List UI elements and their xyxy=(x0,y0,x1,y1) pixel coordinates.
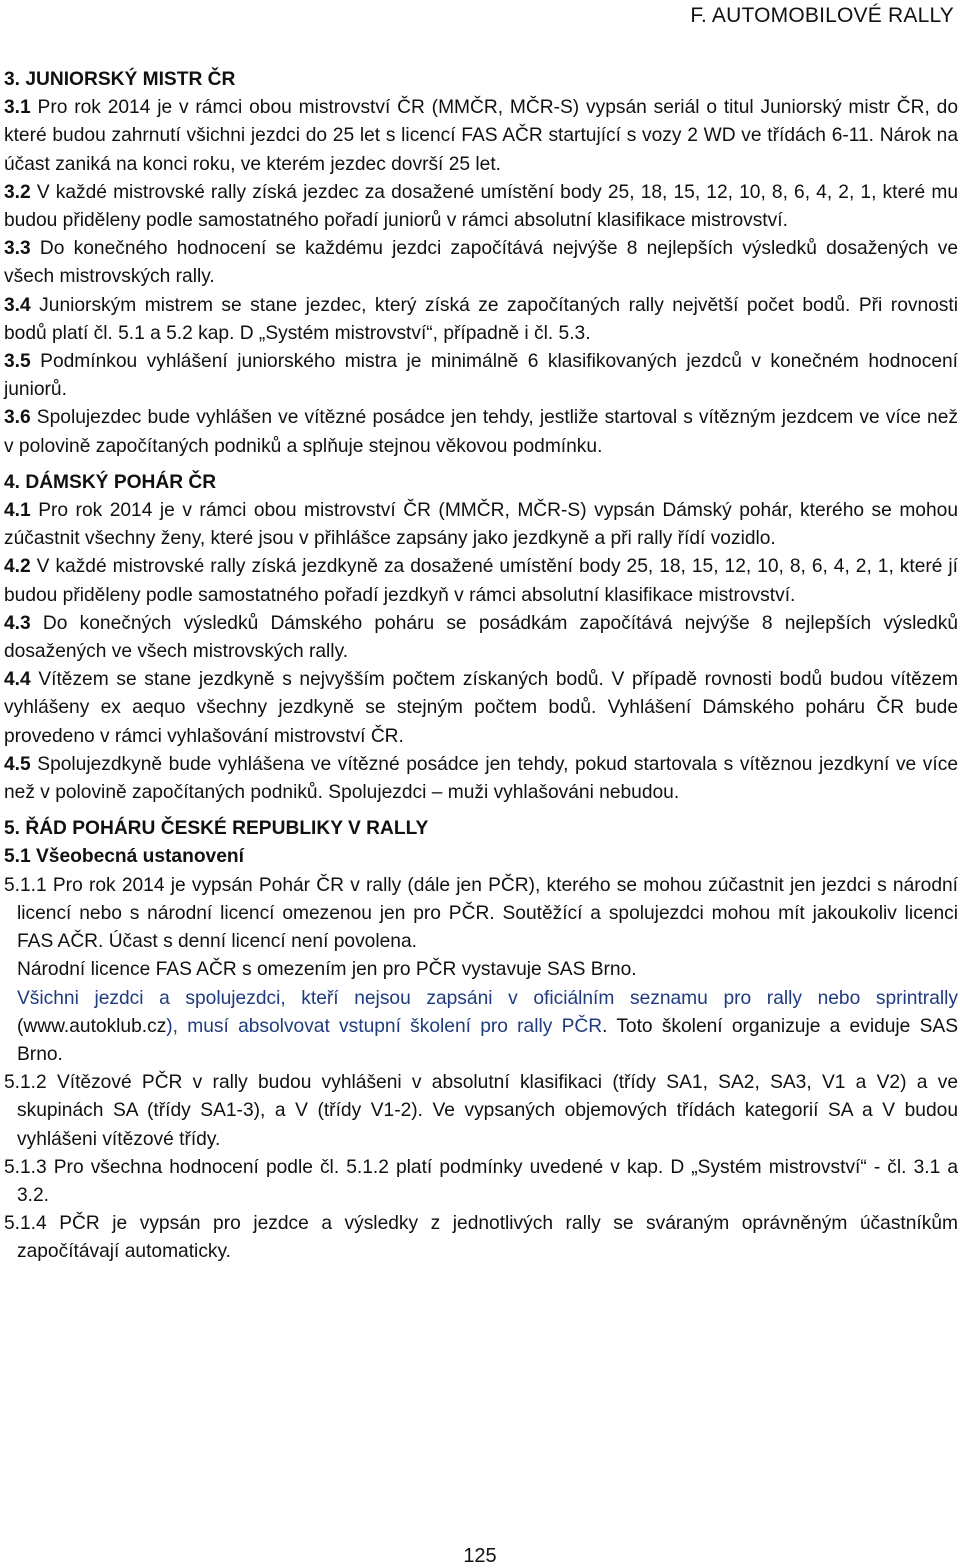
section-5-heading: 5. ŘÁD POHÁRU ČESKÉ REPUBLIKY V RALLY xyxy=(4,818,429,840)
paragraph-5-1-1: 5.1.1 Pro rok 2014 je vypsán Pohár ČR v rally (dále jen PČR), kterého se mohou zúčastnit jen jezdci s národní licencí nebo s národní licencí omezenou jen pro PČR. Soutěžící a spolujezdci mohou mít jakoukoliv licenci FAS AČR. Účast s denní licencí není povolena. xyxy=(4,874,958,953)
paragraph-number: 3.3 xyxy=(4,238,31,260)
section-3-heading: 3. JUNIORSKÝ MISTR ČR xyxy=(4,69,236,90)
paragraph-text: Spolujezdec bude vyhlášen ve vítězné posádce jen tehdy, jestliže startoval s vítězným jezdcem ve více než v polovině započítaných podniků a splňuje stejnou věkovou podmínku. xyxy=(4,407,958,457)
subsection-5-1-heading: 5.1 Všeobecná ustanovení xyxy=(4,846,244,868)
paragraph-3-6 xyxy=(4,404,958,460)
paragraph-5-1-1-licence: Národní licence FAS AČR s omezením jen pro PČR vystavuje SAS Brno. xyxy=(17,959,637,981)
paragraph-number: 3.1 xyxy=(4,97,31,119)
paragraph-text: Pro rok 2014 je v rámci obou mistrovství ČR (MMČR, MČR-S) vypsán Dámský pohár, kterého se mohou zúčastnit všechny ženy, které jsou v přihlášce zapsány jako jezdkyně a při rally řídí vozidlo. xyxy=(4,500,958,550)
paragraph-text: Pro rok 2014 je v rámci obou mistrovství ČR (MMČR, MČR-S) vypsán seriál o titul Juniorský mistr ČR, do které budou zahrnutí všichni jezdci do 25 let s licencí FAS AČR startující s vozy 2 WD ve třídách 6-11. Nárok na účast zaniká na konci roku, ve kterém jezdec dovrší 25 let. xyxy=(4,97,958,175)
paragraph-number: 4.3 xyxy=(4,612,31,634)
paragraph-number: 3.2 xyxy=(4,181,31,203)
paragraph-4-2 xyxy=(4,553,958,609)
paragraph-5-1-3: 5.1.3 Pro všechna hodnocení podle čl. 5.1.2 platí podmínky uvedené v kap. D „Systém mistrovství“ - čl. 3.1 a 3.2. xyxy=(4,1156,958,1206)
training-text-end: . Toto školení organizuje a eviduje SAS Brno. xyxy=(17,1015,958,1065)
paragraph-number: 4.4 xyxy=(4,669,31,691)
paragraph-number: 4.2 xyxy=(4,556,31,578)
paragraph-5-1-2: 5.1.2 Vítězové PČR v rally budou vyhlášeni v absolutní klasifikaci (třídy SA1, SA2, SA3, V1 a V2) a ve skupinách SA (třídy SA1-3), a V (třídy V1-2). Ve vypsaných objemových třídách kategorií SA a V budou vyhlášeni vítězové třídy. xyxy=(4,1072,958,1150)
paragraph-text: Podmínkou vyhlášení juniorského mistra je minimálně 6 klasifikovaných jezdců v konečném hodnocení juniorů. xyxy=(4,351,958,401)
paragraph-text: Spolujezdkyně bude vyhlášena ve vítězné posádce jen tehdy, pokud startovala s vítěznou jezdkyní ve více než v polovině započítaných podniků. Spolujezdci – muži vyhlašováni nebudou. xyxy=(4,753,958,804)
paragraph-number: 3.6 xyxy=(4,407,31,429)
running-header: F. AUTOMOBILOVÉ RALLY xyxy=(690,4,954,27)
paragraph-number: 4.5 xyxy=(4,753,31,775)
paragraph-text: Juniorským mistrem se stane jezdec, který získá ze započítaných rally největší počet bodů. Při rovnosti bodů platí čl. 5.1 a 5.2 kap. D „Systém mistrovství“, případně i čl. 5.3. xyxy=(4,294,958,344)
paragraph-text: V každé mistrovské rally získá jezdec za dosažené umístění body 25, 18, 15, 12, 10, 8, 6, 4, 2, 1, které mu budou přiděleny podle samostatného pořadí juniorů v rámci absolutní klasifikace mistrovství. xyxy=(4,181,958,232)
paragraph-4-1 xyxy=(4,497,958,553)
training-text-part1: Všichni jezdci a spolujezdci, kteří nejsou zapsáni v oficiálním seznamu pro rally nebo sprintrally xyxy=(17,987,958,1009)
paragraph-number: 3.5 xyxy=(4,351,31,373)
paragraph-5-1-4: 5.1.4 PČR je vypsán pro jezdce a výsledky z jednotlivých rally se sváraným oprávněným účastníkům započítávají automaticky. xyxy=(4,1213,958,1263)
paragraph-4-3 xyxy=(4,610,958,666)
paragraph-text: Vítězem se stane jezdkyně s nejvyšším počtem získaných bodů. V případě rovnosti bodů budou vítězem vyhlášeny ex aequo všechny jezdkyně se stejným počtem bodů. Vyhlášení Dámského poháru ČR bude provedeno v rámci vyhlašování mistrovství ČR. xyxy=(4,669,958,747)
paragraph-text: V každé mistrovské rally získá jezdkyně za dosažené umístění body 25, 18, 15, 12, 10, 8, 6, 4, 2, 1, které jí budou přiděleny podle samostatného pořadí jezdkyň v rámci absolutní klasifikace mistrovství. xyxy=(4,556,958,606)
paragraph-number: 3.4 xyxy=(4,294,31,316)
paragraph-text: Do konečného hodnocení se každému jezdci započítává nejvýše 8 nejlepších výsledků dosažených ve všech mistrovských rally. xyxy=(4,238,958,288)
paragraph-3-2 xyxy=(4,179,958,235)
paragraph-3-3 xyxy=(4,235,958,291)
training-text-part2: ), musí absolvovat vstupní školení pro rally PČR xyxy=(166,1015,603,1037)
paragraph-3-5 xyxy=(4,348,958,404)
paragraph-4-4 xyxy=(4,666,958,751)
paragraph-3-4 xyxy=(4,292,958,348)
page-number: 125 xyxy=(463,1545,497,1567)
paragraph-text: Do konečných výsledků Dámského poháru se posádkám započítává nejvýše 8 nejlepších výsledků dosažených ve všech mistrovských rally. xyxy=(4,612,958,663)
section-4-heading: 4. DÁMSKÝ POHÁR ČR xyxy=(4,471,217,493)
paragraph-5-1-1-training xyxy=(4,985,958,1070)
paragraph-4-5 xyxy=(4,751,958,807)
autoklub-link[interactable]: (www.autoklub.cz xyxy=(17,1015,167,1037)
paragraph-3-1 xyxy=(4,94,958,179)
document-body xyxy=(4,66,958,1267)
paragraph-number: 4.1 xyxy=(4,500,31,522)
